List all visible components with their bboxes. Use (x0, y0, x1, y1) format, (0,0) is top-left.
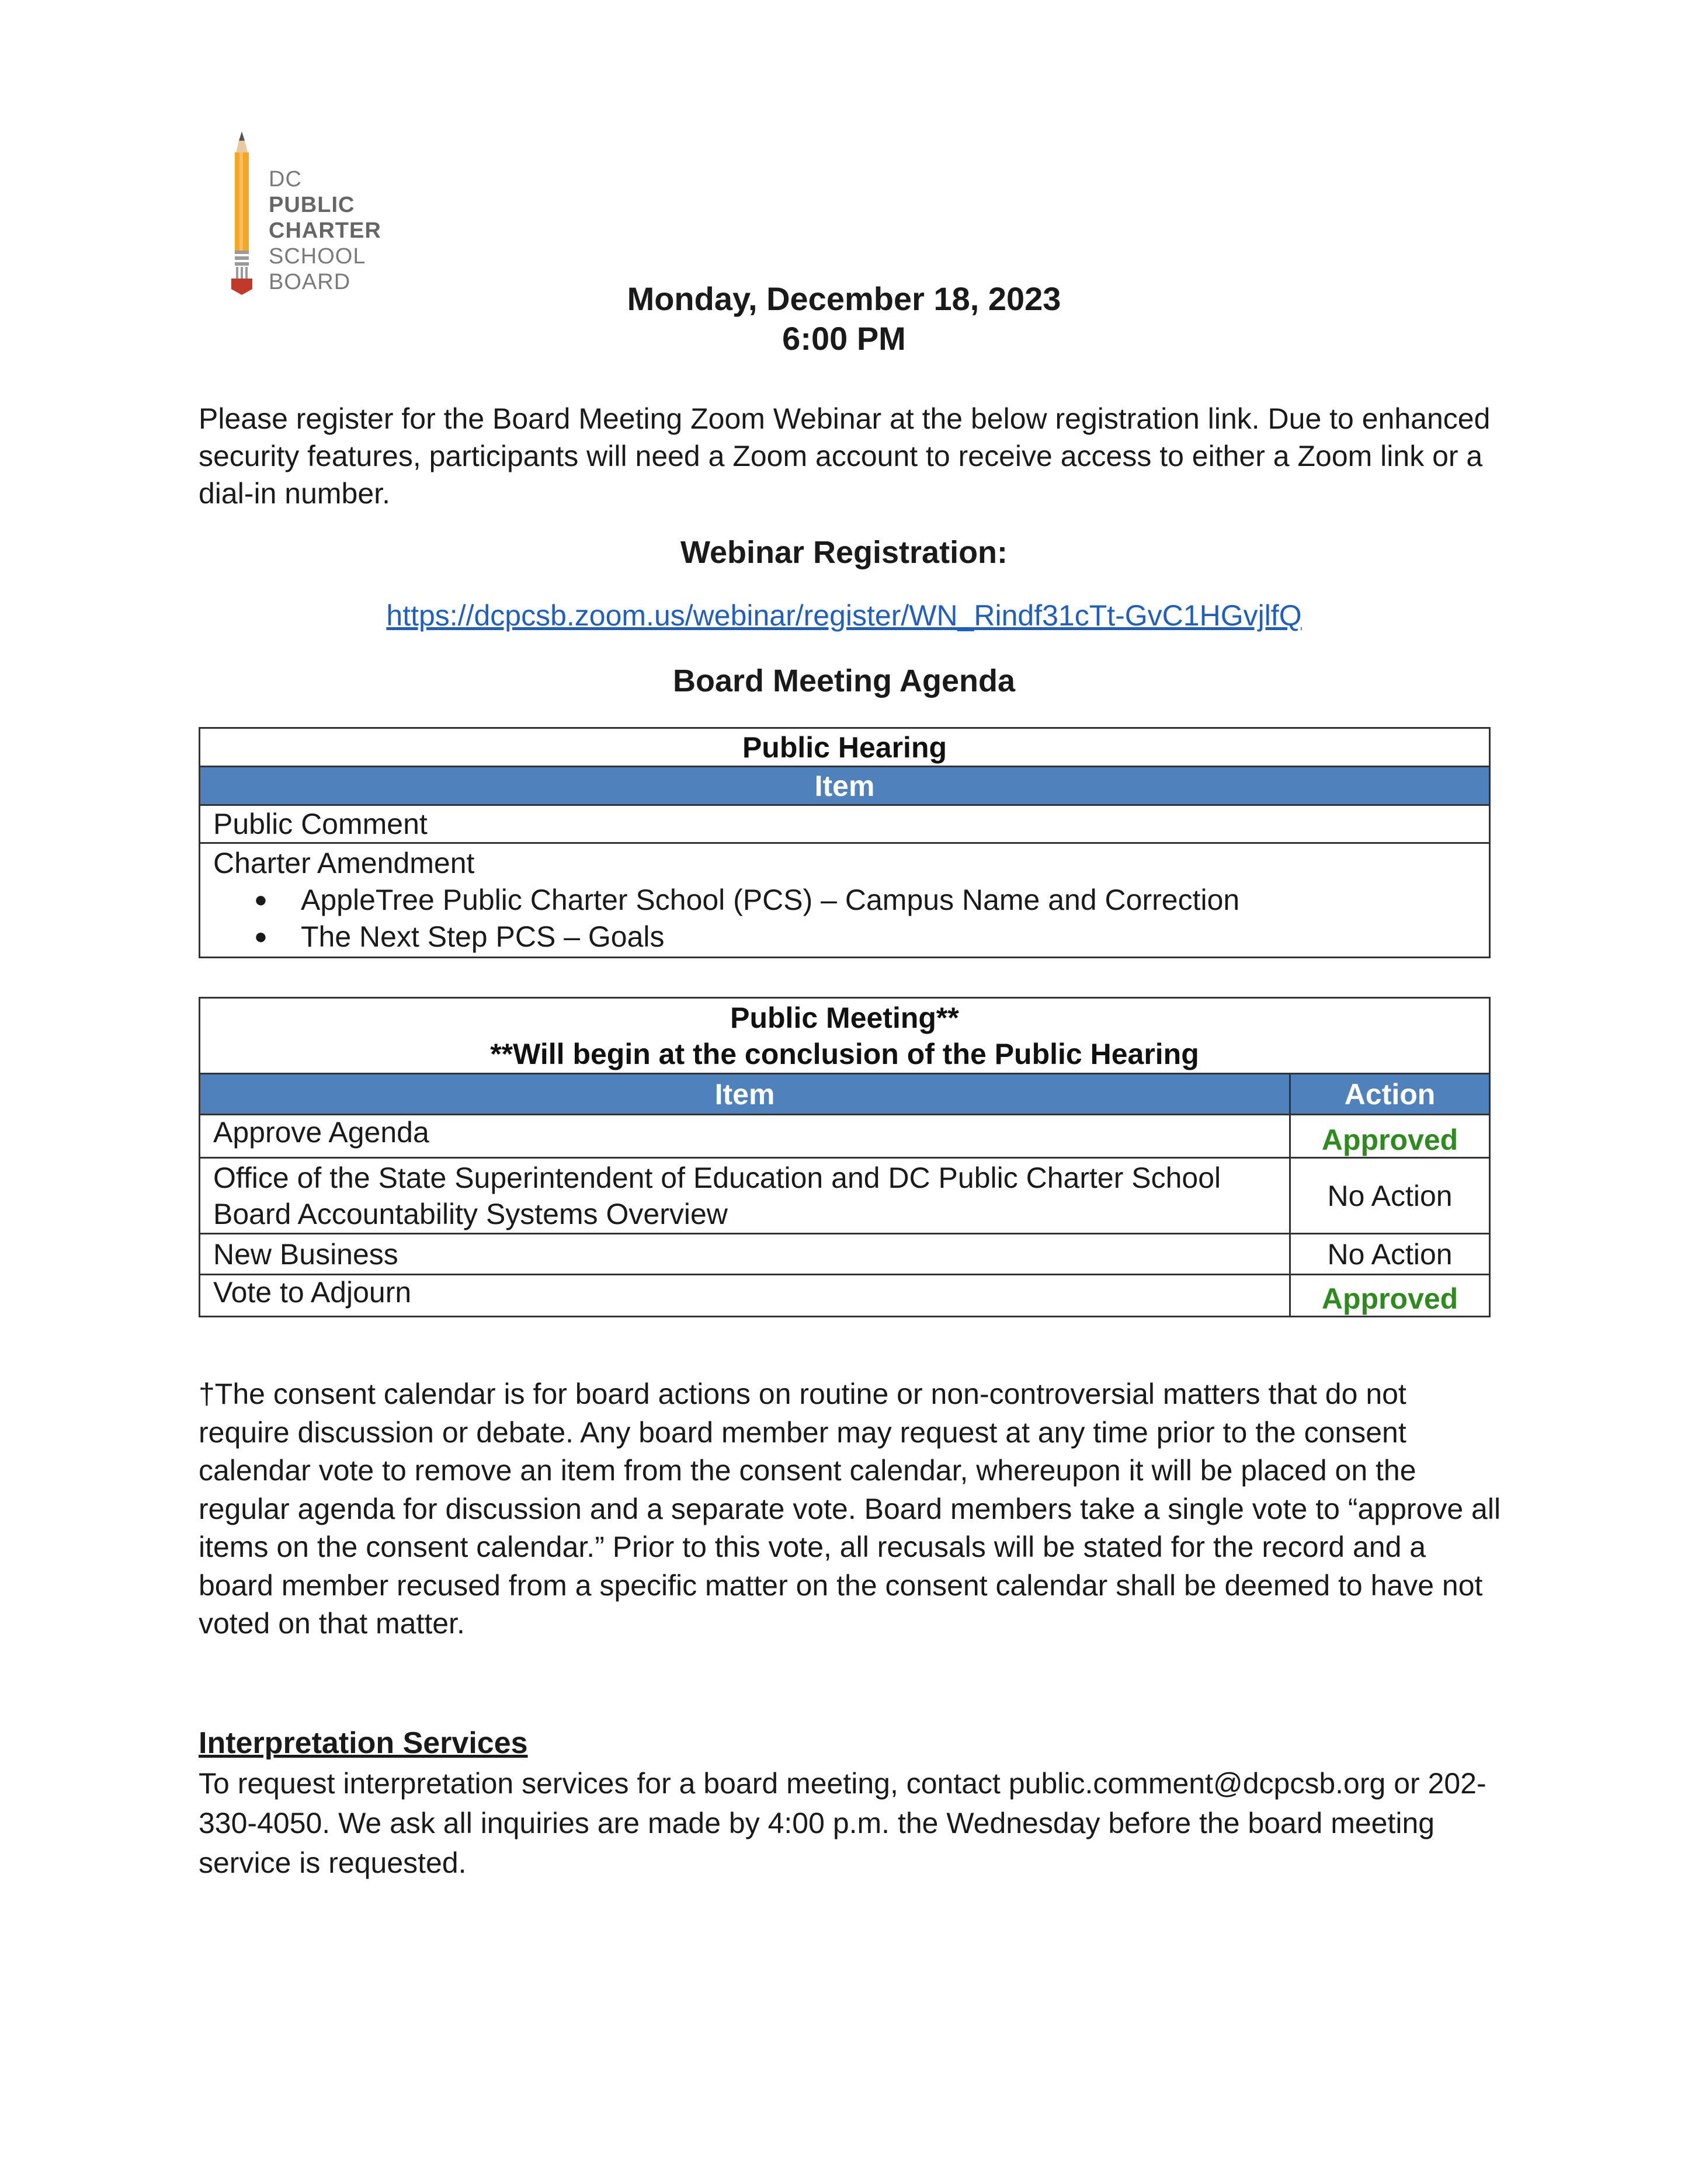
interpretation-paragraph (199, 1764, 1507, 1883)
table-row (200, 843, 1490, 958)
logo-line: CHARTER (269, 218, 381, 243)
column-header-item: Item (200, 1074, 1290, 1115)
table-row (200, 1115, 1490, 1158)
table-row (200, 805, 1490, 843)
status-no-action: No Action (1290, 1158, 1490, 1234)
amendment-list (213, 882, 1476, 955)
status-approved: Approved (1290, 1275, 1490, 1317)
column-header-action: Action (1290, 1074, 1490, 1115)
logo-line: SCHOOL (269, 244, 366, 269)
logo (228, 131, 403, 295)
public-hearing-title: Public Hearing (200, 728, 1490, 767)
table-row (200, 1275, 1490, 1317)
table-row (200, 1234, 1490, 1275)
public-meeting-subtitle: **Will begin at the conclusion of the Public Hearing (490, 1037, 1199, 1070)
status-approved: Approved (1290, 1115, 1490, 1158)
agenda-title: Board Meeting Agenda (672, 663, 1016, 698)
public-meeting-title: Public Meeting** (730, 1001, 959, 1034)
intro-paragraph: Please register for the Board Meeting Zoom Webinar at the below registration link. Due to enhanced security features, participants will need a Zoom account to receive access to either a Zoom link or a dial-in number. (199, 402, 1491, 510)
contact-email-link[interactable]: public.comment@dcpcsb.org (1008, 1767, 1386, 1800)
registration-heading: Webinar Registration: (680, 535, 1008, 570)
meeting-time: 6:00 PM (782, 320, 906, 357)
row-item: Approve Agenda (200, 1115, 1290, 1158)
interpretation-text: To request interpretation services for a board meeting, contact (199, 1767, 1009, 1800)
interpretation-heading: Interpretation Services (199, 1726, 528, 1760)
row-label: Public Comment (200, 805, 1490, 843)
interpretation-text-end: or 202-330-4050. We ask all inquiries are made by 4:00 p.m. the Wednesday before the board meeting service is requested. (199, 1767, 1486, 1879)
table-row (200, 1158, 1490, 1234)
logo-wordmark (269, 166, 381, 295)
row-item: Vote to Adjourn (200, 1275, 1290, 1317)
consent-calendar-footnote: †The consent calendar is for board actions on routine or non-controversial matters that do not require discussion or debate. Any board member may request at any time prior to the consent calendar vote to remove an item from the consent calendar, whereupon it will be placed on the regular agenda for discussion and a separate vote. Board members take a single vote to “approve all items on the consent calendar.” Prior to this vote, all recusals will be stated for the record and a board member recused from a specific matter on the consent calendar shall be deemed to have not voted on that matter. (199, 1378, 1501, 1640)
list-item: ● The Next Step PCS – Goals (301, 919, 1476, 955)
column-header-item: Item (200, 767, 1490, 805)
public-meeting-caption (200, 998, 1490, 1074)
registration-link[interactable]: https://dcpcsb.zoom.us/webinar/register/WN_Rindf31cTt-GvC1HGvjlfQ (386, 599, 1302, 632)
pencil-logo-icon (228, 131, 263, 295)
logo-line: PUBLIC (269, 193, 355, 217)
logo-line: BOARD (269, 270, 351, 294)
status-no-action: No Action (1290, 1234, 1490, 1275)
logo-line: DC (269, 167, 302, 192)
row-item: Office of the State Superintendent of Education and DC Public Charter School Board Accountability Systems Overview (200, 1158, 1290, 1234)
row-item: New Business (200, 1234, 1290, 1275)
public-hearing-table (199, 727, 1491, 958)
meeting-date: Monday, December 18, 2023 (627, 280, 1061, 317)
meeting-datetime (0, 279, 1688, 359)
public-meeting-table (199, 997, 1491, 1317)
registration-link-wrap (0, 599, 1688, 632)
list-item: ● AppleTree Public Charter School (PCS) – Campus Name and Correction (301, 882, 1476, 919)
row-label: Charter Amendment (213, 847, 475, 879)
